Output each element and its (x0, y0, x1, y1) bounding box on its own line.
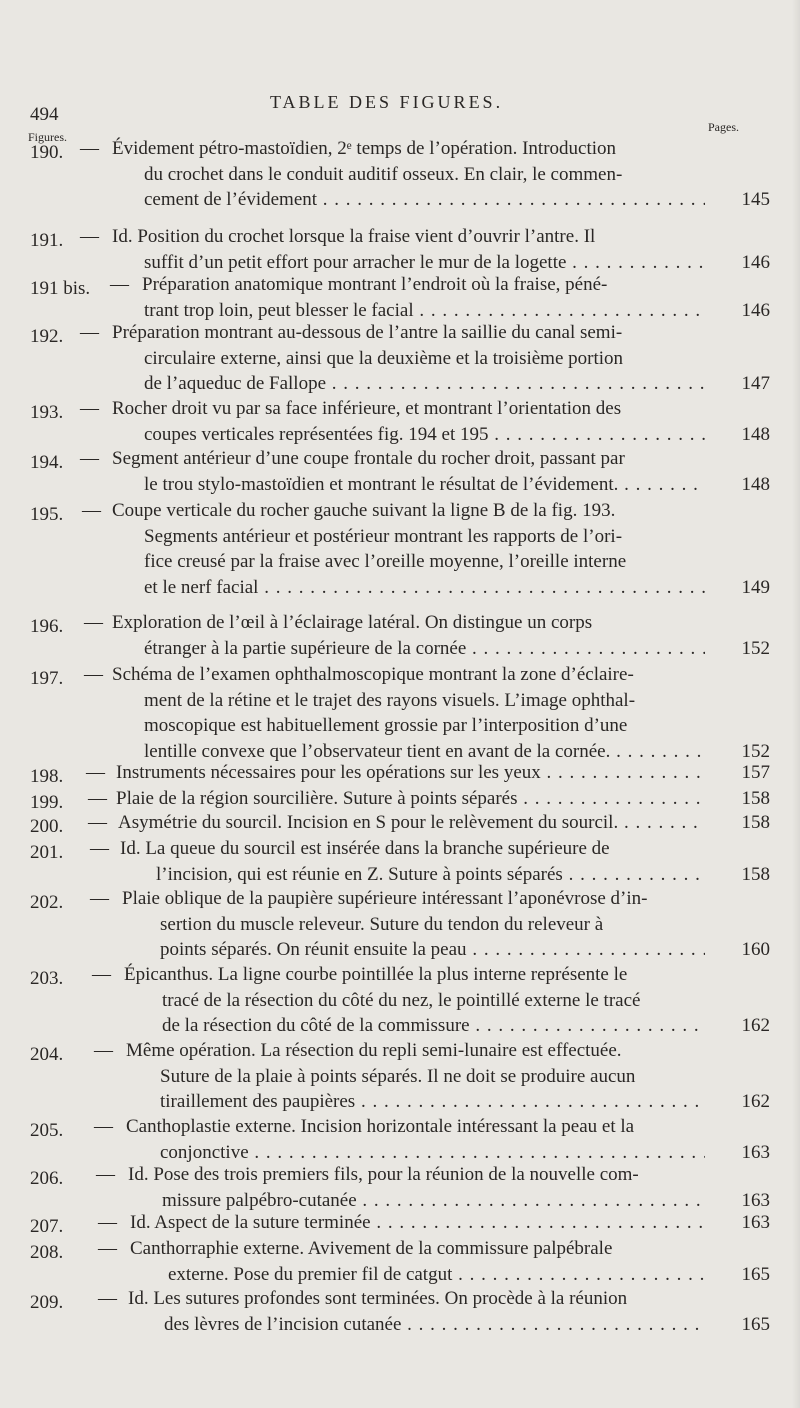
entry-dash: — (98, 1212, 117, 1233)
page-reference: 160 (741, 939, 770, 961)
figure-number: 201. (30, 842, 64, 863)
page-reference: 158 (741, 812, 770, 833)
caption-line: points séparés. On réunit ensuite la peau . . . (122, 937, 705, 963)
page-reference: 162 (741, 1091, 770, 1113)
caption-line: Id. Les sutures profondes sont terminées. On procède à la réunion (128, 1288, 628, 1309)
entry-caption (112, 136, 705, 213)
entry-dash: — (80, 138, 99, 159)
entry-caption (128, 1162, 705, 1213)
figure-number: 205. (30, 1120, 64, 1141)
caption-line: conjonctive . . . (126, 1140, 705, 1166)
figure-number: 190. (30, 142, 64, 163)
figure-number: 191. (30, 230, 64, 251)
entry-dash: — (88, 788, 107, 809)
caption-line: Canthoplastie externe. Incision horizontale intéressant la peau et la (126, 1116, 635, 1137)
figure-number: 194. (30, 452, 64, 473)
figure-number: 202. (30, 892, 64, 913)
caption-line: l’incision, qui est réunie en Z. Suture à points séparés . . . (120, 862, 705, 888)
caption-line: Instruments nécessaires pour les opérations sur les yeux . . . (116, 760, 705, 786)
caption-line: et le nerf facial . . . (112, 575, 705, 601)
page-reference: 148 (741, 423, 770, 445)
caption-line: tiraillement des paupières . . . (126, 1089, 705, 1115)
page-reference: 146 (741, 251, 770, 273)
figure-number: 195. (30, 504, 64, 525)
page-reference: 147 (741, 373, 770, 395)
entry-caption (120, 836, 705, 887)
caption-line: sertion du muscle releveur. Suture du tendon du releveur à (160, 913, 604, 935)
figure-number: 206. (30, 1168, 64, 1189)
entry-caption (116, 760, 705, 786)
caption-line: Coupe verticale du rocher gauche suivant la ligne B de la fig. 193. (112, 500, 616, 521)
page-reference: 145 (741, 189, 770, 211)
caption-line: circulaire externe, ainsi que la deuxième et la troisième portion (144, 347, 624, 369)
caption-line: de l’aqueduc de Fallope . . . (112, 371, 705, 397)
entry-caption (112, 498, 705, 600)
entry-caption (112, 446, 705, 497)
figure-number: 193. (30, 402, 64, 423)
entry-dash: — (92, 964, 111, 985)
entry-caption (116, 786, 705, 812)
page-reference: 158 (741, 788, 770, 809)
caption-line: le trou stylo-mastoïdien et montrant le résultat de l’évidement. . . . (112, 472, 705, 498)
entry-dash: — (98, 1238, 117, 1259)
figure-number: 203. (30, 968, 64, 989)
caption-line: Segment antérieur d’une coupe frontale du rocher droit, passant par (112, 448, 625, 469)
entry-caption (112, 662, 705, 764)
caption-line: Segments antérieur et postérieur montrant les rapports de l’ori- (144, 525, 623, 547)
caption-line: Préparation anatomique montrant l’endroit où la fraise, péné- (142, 274, 608, 295)
entry-caption (122, 886, 705, 963)
column-header-pages: Pages. (708, 120, 739, 134)
caption-line: Id. La queue du sourcil est insérée dans la branche supérieure de (120, 838, 610, 859)
figure-number: 207. (30, 1216, 64, 1237)
caption-line: missure palpébro-cutanée . . . (128, 1188, 705, 1214)
entry-caption (112, 396, 705, 447)
caption-line: Id. Pose des trois premiers fils, pour la réunion de la nouvelle com- (128, 1164, 639, 1185)
page-reference: 146 (741, 299, 770, 321)
figure-number: 200. (30, 816, 64, 837)
caption-line: moscopique est habituellement grossie par l’interposition d’une (144, 715, 628, 737)
caption-line: de la résection du côté de la commissure . . . (124, 1013, 705, 1039)
caption-line: fice creusé par la fraise avec l’oreille moyenne, l’oreille interne (144, 551, 627, 573)
page-reference: 163 (741, 1141, 770, 1163)
caption-line: Préparation montrant au-dessous de l’antre la saillie du canal semi- (112, 322, 623, 343)
entry-caption (118, 810, 705, 836)
page-reference: 158 (741, 863, 770, 885)
entry-dash: — (84, 664, 103, 685)
entry-caption (112, 610, 705, 661)
entry-caption (126, 1114, 705, 1165)
page-reference: 148 (741, 473, 770, 495)
column-header-figures: Figures. (28, 130, 67, 144)
entry-caption (130, 1236, 705, 1287)
figure-number: 199. (30, 792, 64, 813)
caption-line: Schéma de l’examen ophthalmoscopique montrant la zone d’éclaire- (112, 664, 634, 685)
caption-line: cement de l’évidement . . . (112, 187, 705, 213)
caption-line: Suture de la plaie à points séparés. Il ne doit se produire aucun (160, 1065, 636, 1087)
entry-caption (126, 1038, 705, 1115)
caption-line: Évidement pétro-mastoïdien, 2ᵉ temps de l’opération. Introduction (112, 138, 617, 159)
entry-dash: — (94, 1040, 113, 1061)
entry-dash: — (80, 322, 99, 343)
caption-line: Exploration de l’œil à l’éclairage latéral. On distingue un corps (112, 612, 593, 633)
caption-line: ment de la rétine et le trajet des rayons visuels. L’image ophthal- (144, 689, 636, 711)
entry-dash: — (90, 838, 109, 859)
page-reference: 152 (741, 637, 770, 659)
caption-line: Plaie oblique de la paupière supérieure intéressant l’aponévrose d’in- (122, 888, 648, 909)
caption-line: lentille convexe que l’observateur tient en avant de la cornée. . . . (112, 739, 705, 765)
entry-caption (128, 1286, 705, 1337)
caption-line: Id. Aspect de la suture terminée . . . (130, 1210, 705, 1236)
page-edge-shadow (792, 0, 800, 1408)
caption-line: Canthorraphie externe. Avivement de la commissure palpébrale (130, 1238, 613, 1259)
caption-line: Rocher droit vu par sa face inférieure, et montrant l’orientation des (112, 398, 622, 419)
entry-dash: — (90, 888, 109, 909)
caption-line: suffit d’un petit effort pour arracher le mur de la logette . . . (112, 250, 705, 276)
entry-caption (130, 1210, 705, 1236)
caption-line: des lèvres de l’incision cutanée . . . (128, 1312, 705, 1338)
page-reference: 162 (741, 1015, 770, 1037)
entry-dash: — (88, 812, 107, 833)
caption-line: externe. Pose du premier fil de catgut . . . (130, 1262, 705, 1288)
entry-dash: — (80, 448, 99, 469)
entry-caption (112, 320, 705, 397)
page-reference: 163 (741, 1212, 770, 1233)
figure-number: 192. (30, 326, 64, 347)
entry-dash: — (82, 500, 101, 521)
caption-line: Plaie de la région sourcilière. Suture à points séparés . . . (116, 786, 705, 812)
page-reference: 149 (741, 576, 770, 598)
figure-number: 196. (30, 616, 64, 637)
figure-number: 209. (30, 1292, 64, 1313)
page-reference: 165 (741, 1263, 770, 1285)
caption-line: tracé de la résection du côté du nez, le pointillé externe le tracé (162, 989, 641, 1011)
caption-line: Id. Position du crochet lorsque la fraise vient d’ouvrir l’antre. Il (112, 226, 596, 247)
running-title: TABLE DES FIGURES. (270, 92, 504, 112)
entry-dash: — (86, 762, 105, 783)
caption-line: coupes verticales représentées fig. 194 et 195 . . . (112, 422, 705, 448)
entry-caption (142, 272, 705, 323)
entry-caption (112, 224, 705, 275)
entry-dash: — (110, 274, 129, 295)
figure-number: 198. (30, 766, 64, 787)
entry-caption (124, 962, 705, 1039)
figure-number: 204. (30, 1044, 64, 1065)
entry-dash: — (80, 226, 99, 247)
figure-number: 191 bis. (30, 278, 91, 299)
caption-line: Asymétrie du sourcil. Incision en S pour le relèvement du sourcil. . . . (118, 810, 705, 836)
entry-dash: — (84, 612, 103, 633)
figure-number: 197. (30, 668, 64, 689)
entry-dash: — (96, 1164, 115, 1185)
entry-dash: — (80, 398, 99, 419)
entry-dash: — (98, 1288, 117, 1309)
figure-number: 208. (30, 1242, 64, 1263)
caption-line: du crochet dans le conduit auditif osseux. En clair, le commen- (144, 163, 623, 185)
entry-dash: — (94, 1116, 113, 1137)
page-reference: 163 (741, 1189, 770, 1211)
page-number: 494 (30, 104, 59, 125)
page-reference: 165 (741, 1313, 770, 1335)
caption-line: Épicanthus. La ligne courbe pointillée la plus interne représente le (124, 964, 628, 985)
caption-line: Même opération. La résection du repli semi-lunaire est effectuée. (126, 1040, 622, 1061)
caption-line: étranger à la partie supérieure de la cornée . . . (112, 636, 705, 662)
page-reference: 157 (741, 762, 770, 783)
page-reference: 152 (741, 740, 770, 762)
caption-line: trant trop loin, peut blesser le facial . . . (142, 298, 705, 324)
